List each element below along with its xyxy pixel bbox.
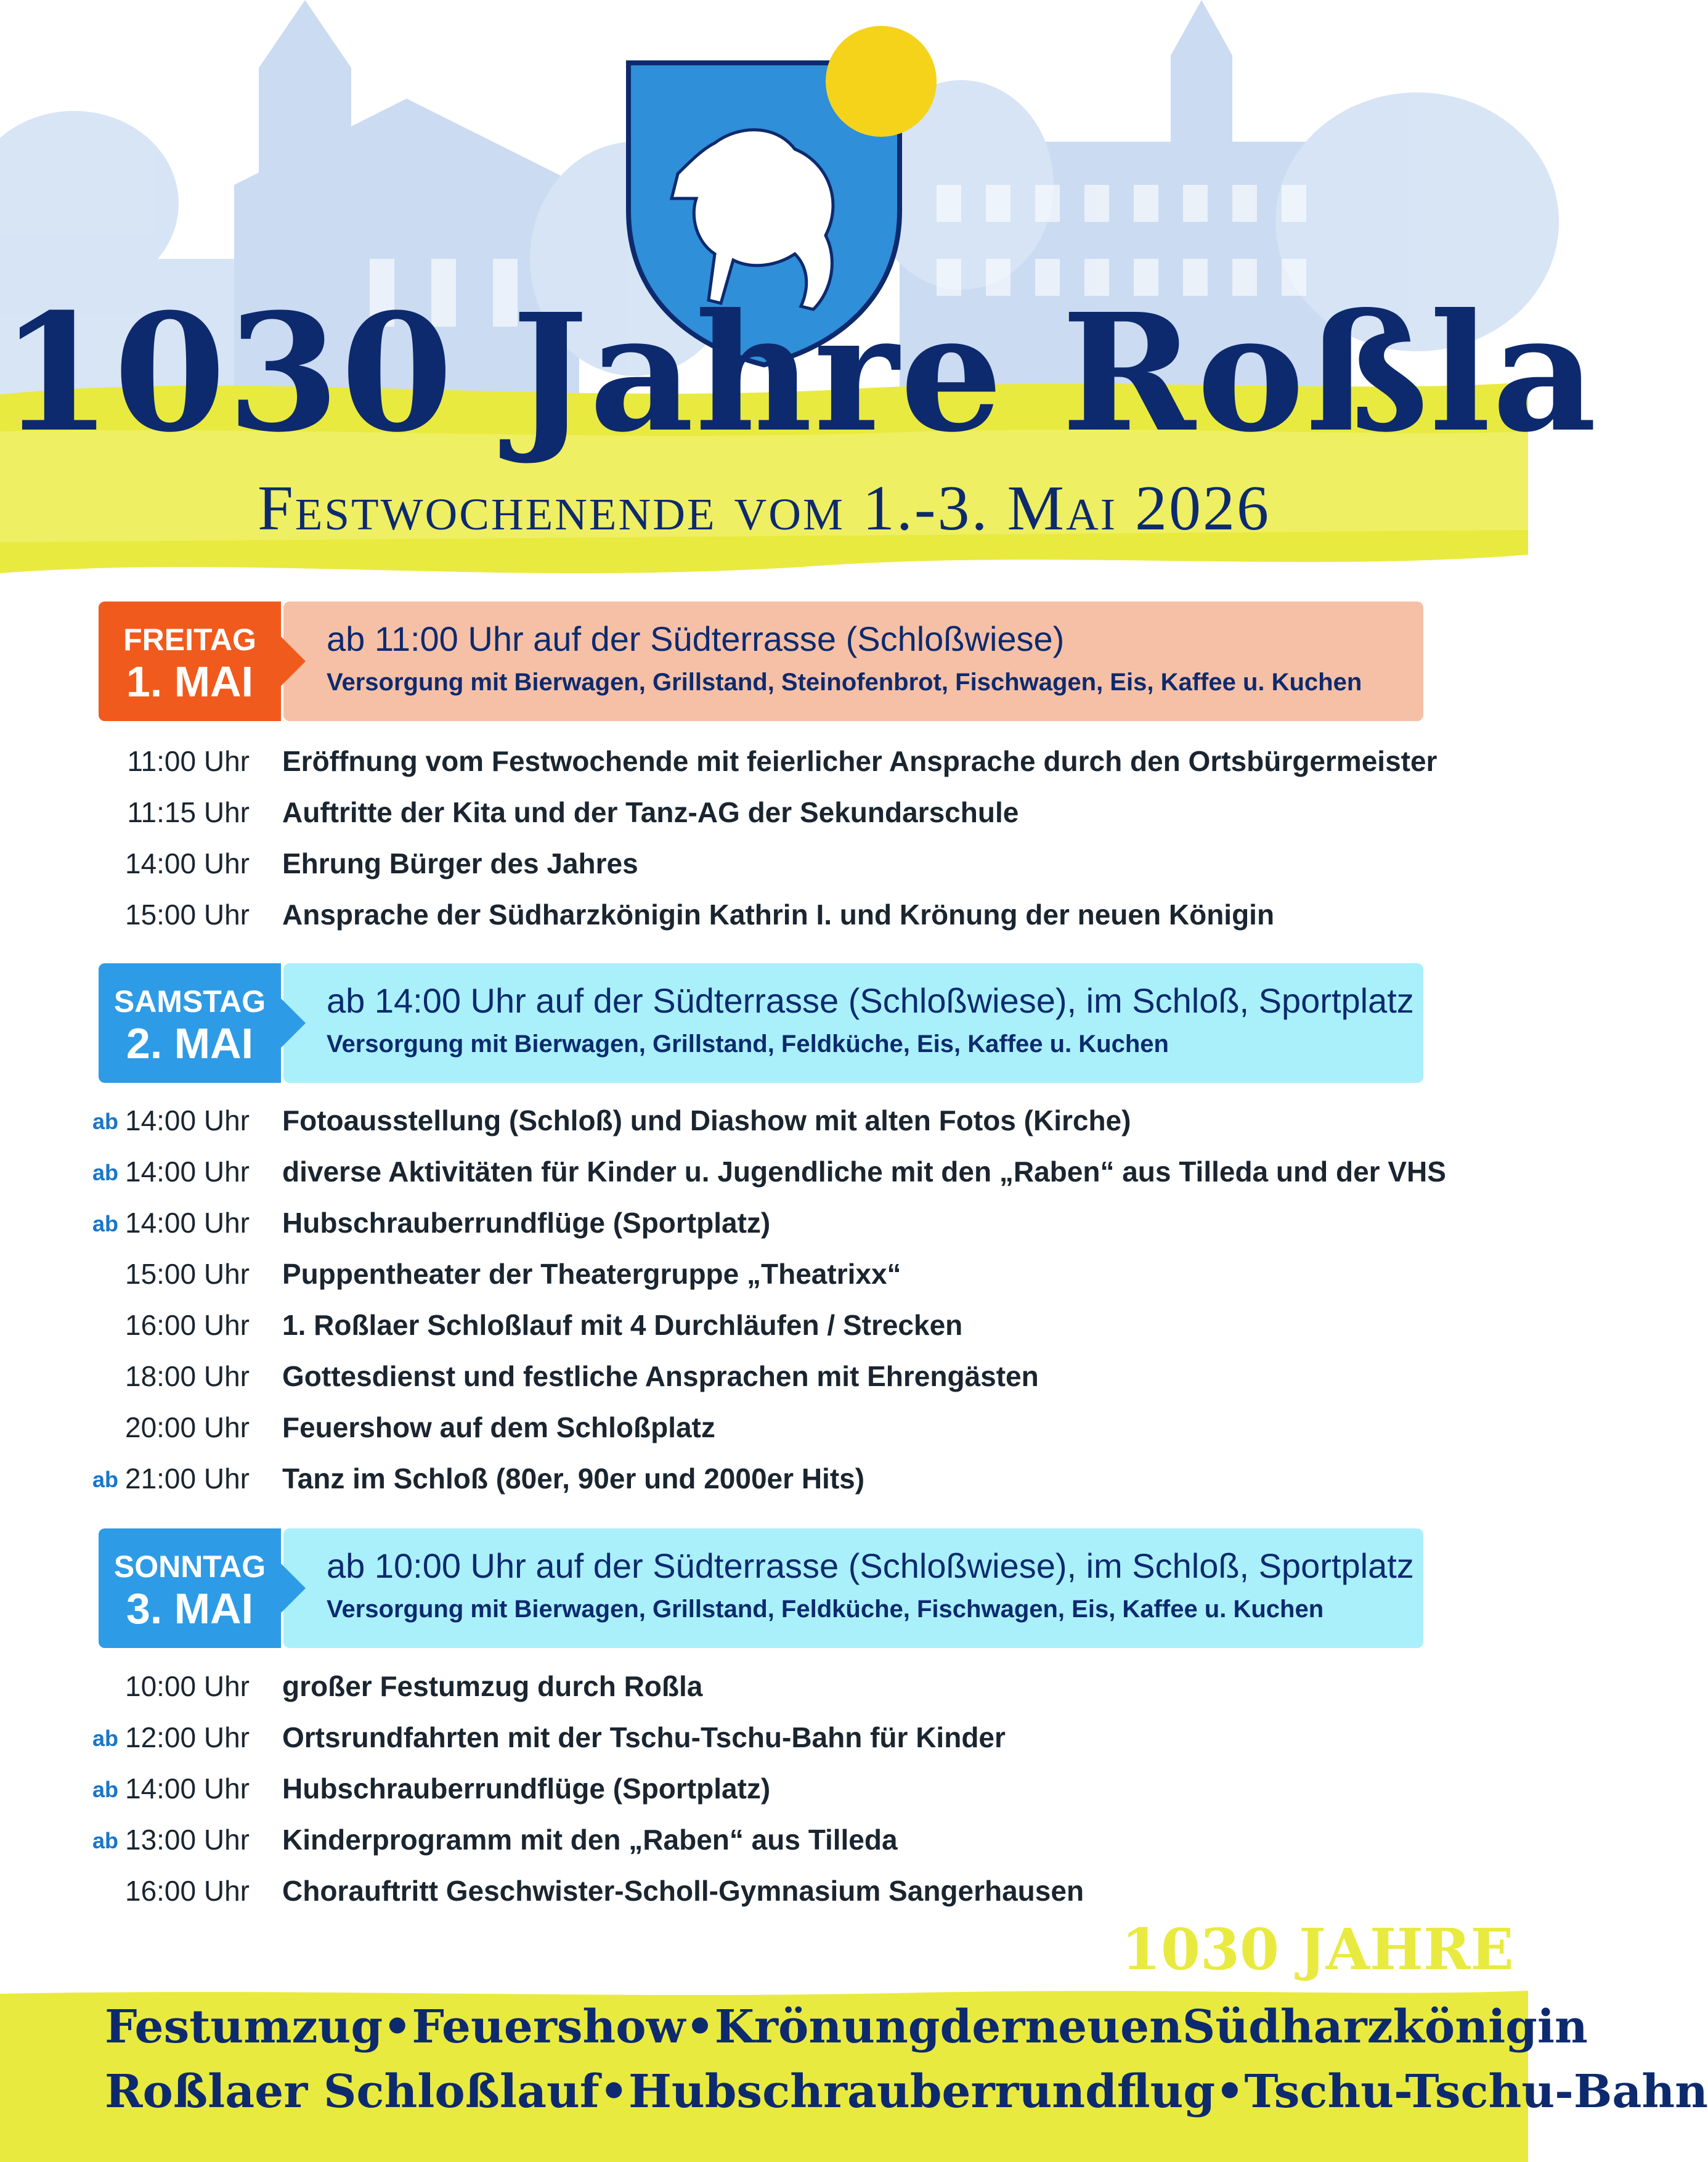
day-badge-sunday xyxy=(99,1528,281,1648)
badge-day-name: FREITAG xyxy=(123,622,256,657)
event-description: diverse Aktivitäten für Kinder u. Jugendliche mit den „Raben“ aus Tilleda und der VHS xyxy=(282,1156,1446,1188)
day-badge-friday xyxy=(99,602,281,721)
footer-1030-jahre: 1030 JAHRE xyxy=(1121,1916,1514,1983)
day-intro: ab 11:00 Uhr auf der Südterrasse (Schloßwiese) xyxy=(327,619,1065,658)
event-description: Ansprache der Südharzkönigin Kathrin I. und Krönung der neuen Königin xyxy=(282,899,1275,931)
event-description: Gottesdienst und festliche Ansprachen mit Ehrengästen xyxy=(282,1360,1039,1392)
event-time: 14:00 Uhr xyxy=(124,1207,250,1239)
day-supply: Versorgung mit Bierwagen, Grillstand, Feldküche, Eis, Kaffee u. Kuchen xyxy=(327,1030,1169,1058)
event-description: Kinderprogramm mit den „Raben“ aus Tilleda xyxy=(282,1824,898,1856)
schedule-row xyxy=(0,1662,1528,1713)
footer-highlights-line-2 xyxy=(105,2063,1708,2120)
badge-day-name: SONNTAG xyxy=(113,1549,266,1584)
badge-date: 1. MAI xyxy=(126,658,254,706)
event-time: 21:00 Uhr xyxy=(124,1462,250,1495)
event-description: großer Festumzug durch Roßla xyxy=(282,1670,703,1702)
schedule-row xyxy=(0,1147,1528,1198)
bullet: • xyxy=(685,2001,715,2054)
event-time: 11:00 Uhr xyxy=(127,745,250,777)
event-time: 15:00 Uhr xyxy=(124,899,250,931)
event-description: Fotoausstellung (Schloß) und Diashow mit alten Fotos (Kirche) xyxy=(282,1104,1131,1136)
event-time: 14:00 Uhr xyxy=(124,1104,250,1136)
schedule-row xyxy=(0,1249,1528,1300)
event-time: 12:00 Uhr xyxy=(124,1721,250,1753)
schedule-row xyxy=(0,890,1528,941)
ab-prefix: ab xyxy=(92,1467,119,1492)
bullet: • xyxy=(383,2001,412,2054)
event-time: 10:00 Uhr xyxy=(124,1670,250,1702)
schedule-friday xyxy=(0,736,1528,941)
schedule-row xyxy=(0,736,1528,788)
event-time: 16:00 Uhr xyxy=(124,1875,250,1907)
day-header-saturday xyxy=(99,963,1423,1083)
schedule-row xyxy=(0,1096,1528,1147)
event-time: 14:00 Uhr xyxy=(124,1772,250,1805)
highlight-item: Roßlaer Schloßlauf xyxy=(105,2065,600,2118)
schedule-row xyxy=(0,1713,1528,1764)
ab-prefix: ab xyxy=(92,1211,119,1236)
day-header-sunday xyxy=(99,1528,1423,1648)
day-supply: Versorgung mit Bierwagen, Grillstand, Feldküche, Fischwagen, Eis, Kaffee u. Kuchen xyxy=(327,1596,1324,1623)
schedule-row xyxy=(0,1815,1528,1866)
badge-date: 2. MAI xyxy=(126,1019,254,1067)
schedule-saturday xyxy=(0,1096,1528,1505)
highlight-word: der xyxy=(940,2001,1025,2054)
event-description: Chorauftritt Geschwister-Scholl-Gymnasium Sangerhausen xyxy=(282,1875,1084,1907)
bullet: • xyxy=(1215,2065,1245,2118)
day-header-friday xyxy=(99,602,1423,721)
highlight-word: Südharzkönigin xyxy=(1182,2001,1588,2054)
ab-prefix: ab xyxy=(92,1777,119,1802)
ab-prefix: ab xyxy=(92,1828,119,1853)
event-description: Hubschrauberrundflüge (Sportplatz) xyxy=(282,1772,771,1805)
poster-title: 1030 Jahre Roßla xyxy=(0,278,1598,468)
day-banner-sunday xyxy=(283,1528,1423,1648)
schedule-row xyxy=(0,839,1528,890)
event-description: Ortsrundfahrten mit der Tschu-Tschu-Bahn für Kinder xyxy=(282,1721,1006,1753)
day-supply: Versorgung mit Bierwagen, Grillstand, Steinofenbrot, Fischwagen, Eis, Kaffee u. Kuchen xyxy=(327,669,1362,696)
day-banner-friday xyxy=(283,602,1423,721)
poster-subtitle: Festwochenende vom 1.-3. Mai 2026 xyxy=(257,473,1271,544)
ab-prefix: ab xyxy=(92,1726,119,1751)
badge-day-name: SAMSTAG xyxy=(113,984,266,1019)
schedule-row xyxy=(0,1198,1528,1249)
schedule-row xyxy=(0,1866,1528,1917)
schedule-row xyxy=(0,1403,1528,1454)
day-banner-saturday xyxy=(283,963,1423,1083)
day-intro: ab 10:00 Uhr auf der Südterrasse (Schloßwiese), im Schloß, Sportplatz xyxy=(327,1546,1414,1585)
highlight-word: Krönung xyxy=(714,2001,940,2054)
ab-prefix: ab xyxy=(92,1160,119,1185)
event-time: 14:00 Uhr xyxy=(124,1156,250,1188)
schedule-row xyxy=(0,1352,1528,1403)
ab-prefix: ab xyxy=(92,1109,119,1134)
bullet: • xyxy=(599,2065,628,2118)
badge-date: 3. MAI xyxy=(126,1585,254,1633)
event-description: 1. Roßlaer Schloßlauf mit 4 Durchläufen / Strecken xyxy=(282,1309,963,1341)
event-time: 11:15 Uhr xyxy=(127,796,250,828)
event-description: Eröffnung vom Festwochende mit feierlicher Ansprache durch den Ortsbürgermeister xyxy=(282,745,1438,777)
highlight-item: Tschu-Tschu-Bahn xyxy=(1244,2065,1708,2118)
highlight-word: neuen xyxy=(1025,2001,1182,2054)
highlight-item: Hubschrauberrundflug xyxy=(628,2065,1216,2118)
day-badge-saturday xyxy=(99,963,281,1083)
event-time: 18:00 Uhr xyxy=(124,1360,250,1392)
event-description: Auftritte der Kita und der Tanz-AG der Sekundarschule xyxy=(282,796,1019,828)
event-time: 14:00 Uhr xyxy=(124,847,250,879)
event-description: Tanz im Schloß (80er, 90er und 2000er Hits) xyxy=(282,1462,865,1495)
day-intro: ab 14:00 Uhr auf der Südterrasse (Schloßwiese), im Schloß, Sportplatz xyxy=(327,981,1414,1020)
event-time: 16:00 Uhr xyxy=(124,1309,250,1341)
event-description: Puppentheater der Theatergruppe „Theatrixx“ xyxy=(282,1258,901,1290)
highlight-item: Feuershow xyxy=(412,2001,686,2054)
event-description: Feuershow auf dem Schloßplatz xyxy=(282,1411,715,1443)
event-time: 20:00 Uhr xyxy=(124,1411,250,1443)
schedule-row xyxy=(0,1300,1528,1352)
schedule-row xyxy=(0,1454,1528,1505)
event-description: Ehrung Bürger des Jahres xyxy=(282,847,638,879)
event-time: 15:00 Uhr xyxy=(124,1258,250,1290)
event-time: 13:00 Uhr xyxy=(124,1824,250,1856)
schedule-sunday xyxy=(0,1662,1528,1917)
highlight-item: Festumzug xyxy=(105,2001,383,2054)
schedule-row xyxy=(0,788,1528,839)
schedule-row xyxy=(0,1764,1528,1815)
footer-highlights-line-1 xyxy=(105,1999,1588,2055)
event-description: Hubschrauberrundflüge (Sportplatz) xyxy=(282,1207,771,1239)
